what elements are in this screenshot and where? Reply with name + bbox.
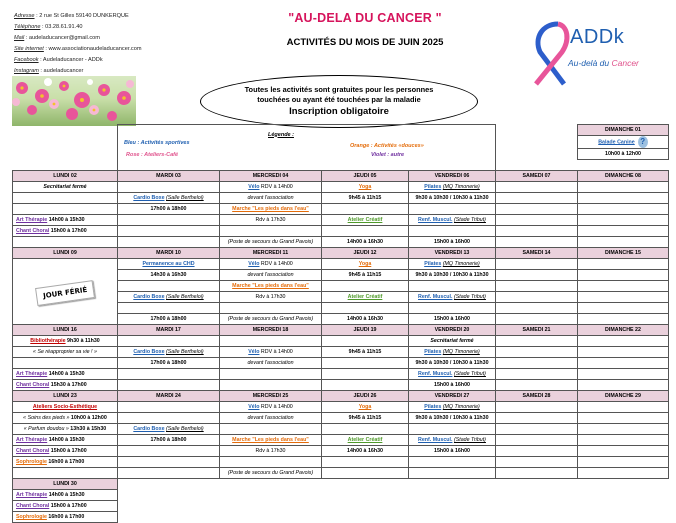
legend-box xyxy=(118,125,496,171)
activity: Art Thérapie 14h00 à 15h30 xyxy=(13,215,118,226)
day-header: SAMEDI 28 xyxy=(496,391,578,402)
activity-note: devant l'association xyxy=(220,270,322,281)
activity-time: 14h30 à 16h30 xyxy=(118,270,220,281)
activity-time: 17h00 à 18h00 xyxy=(118,204,220,215)
contact-mail: Mail : audeladucancer@gmail.com xyxy=(14,35,100,41)
activity: Sophrologie 16h00 à 17h00 xyxy=(13,512,118,523)
activity-note: devant l'association xyxy=(220,193,322,204)
activity: Renf. Muscul. (Stade Tribut) xyxy=(409,215,496,226)
activity: Art Thérapie 14h00 à 15h30 xyxy=(13,490,118,501)
activity-time: 9h30 à 10h30 / 10h30 à 11h30 xyxy=(409,413,496,424)
activity-note: « Se réapproprier sa vie ! » xyxy=(13,347,118,358)
activity: Art Thérapie 14h00 à 15h30 xyxy=(13,435,118,446)
activity: Pilates (MQ Timonerie) xyxy=(409,347,496,358)
activity: Renf. Muscul. (Stade Tribut) xyxy=(409,369,496,380)
day-header: JEUDI 19 xyxy=(322,325,409,336)
activity-time: 9h45 à 11h15 xyxy=(322,193,409,204)
contact-phone: Téléphone : 03.28.61.91.40 xyxy=(14,24,83,30)
activity: Renf. Muscul. (Stade Tribut) xyxy=(409,435,496,446)
legend-title: Légende : xyxy=(268,131,294,138)
activity-note: (Poste de secours du Grand Pavois) xyxy=(220,237,322,248)
day-header: MERCREDI 04 xyxy=(220,171,322,182)
day-header: JEUDI 05 xyxy=(322,171,409,182)
activity: Permanence au CHD xyxy=(118,259,220,270)
day-header: MARDI 24 xyxy=(118,391,220,402)
legend-rose: Rose : Ateliers-Café xyxy=(126,151,179,158)
addk-logo xyxy=(520,18,660,88)
contact-instagram: Instagram : audeladucancer xyxy=(14,68,84,74)
activity-time: 9h45 à 11h15 xyxy=(322,413,409,424)
secretariat-closed: Secrétariat fermé xyxy=(13,182,118,193)
activity-time: 17h00 à 18h00 xyxy=(118,435,220,446)
activity: Cardio Boxe (Salle Bertheloi) xyxy=(118,424,220,435)
day-header: SAMEDI 21 xyxy=(496,325,578,336)
day-header: DIMANCHE 15 xyxy=(578,248,669,259)
contact-block xyxy=(14,11,142,77)
activity: Pilates (MQ Timonerie) xyxy=(409,182,496,193)
notice-line-1: Toutes les activités sont gratuites pour les personnes xyxy=(244,85,434,94)
activity-note: (Poste de secours du Grand Pavois) xyxy=(220,314,322,325)
activity: Marche "Les pieds dans l'eau" xyxy=(220,281,322,292)
activity: Atelier Créatif xyxy=(322,435,409,446)
activity-note: « Soins des pieds » 10h00 à 12h00 xyxy=(13,413,118,424)
day-header: MERCREDI 18 xyxy=(220,325,322,336)
activity: Cardio Boxe (Salle Bertheloi) xyxy=(118,347,220,358)
activity: Ateliers Socio-Esthétique xyxy=(13,402,118,413)
activity: Pilates (MQ Timonerie) xyxy=(409,259,496,270)
activity: Chant Choral 15h00 à 17h00 xyxy=(13,226,118,237)
secretariat-closed: Secrétariat fermé xyxy=(409,336,496,347)
legend-violet: Violet : autre xyxy=(371,151,405,158)
legend-orange: Orange : Activités «douces» xyxy=(350,142,424,149)
legend-blue: Bleu : Activités sportives xyxy=(124,139,190,146)
activity: Cardio Boxe (Salle Bertheloi) xyxy=(118,193,220,204)
activity-note: « Parfum doudou » 13h30 à 15h30 xyxy=(13,424,118,435)
activity: Pilates (MQ Timonerie) xyxy=(409,402,496,413)
info-oval xyxy=(200,75,478,128)
activity: Marche "Les pieds dans l'eau" xyxy=(220,204,322,215)
day-header: JEUDI 26 xyxy=(322,391,409,402)
activity: Bibliothérapie 9h30 à 11h30 xyxy=(13,336,118,347)
activity: Yoga xyxy=(322,402,409,413)
day-header: LUNDI 23 xyxy=(13,391,118,402)
activity: Vélo RDV à 14h00 xyxy=(220,402,322,413)
activity-time: 15h00 à 16h00 xyxy=(409,446,496,457)
activity: Vélo RDV à 14h00 xyxy=(220,259,322,270)
contact-website: Site internet : www.associationaudeladucancer.com xyxy=(14,46,142,52)
activity-note: (Poste de secours du Grand Pavois) xyxy=(220,468,322,479)
day-header: DIMANCHE 01 xyxy=(578,125,669,136)
dog-icon: ? xyxy=(638,136,648,148)
month-title: ACTIVITÉS DU MOIS DE JUIN 2025 xyxy=(286,37,444,48)
activity: Chant Choral 15h00 à 17h00 xyxy=(13,446,118,457)
activity-time: 15h00 à 16h00 xyxy=(409,314,496,325)
activity: Atelier Créatif xyxy=(322,292,409,303)
activity: Vélo RDV à 14h00 xyxy=(220,347,322,358)
balade-canine: Balade Canine ? xyxy=(578,136,669,149)
activity: Marche "Les pieds dans l'eau" xyxy=(220,435,322,446)
logo-tagline: Au-delà du Cancer xyxy=(568,58,639,68)
balade-time: 10h00 à 12h00 xyxy=(578,149,669,160)
logo-name: ADDk xyxy=(570,26,625,48)
day-header: VENDREDI 06 xyxy=(409,171,496,182)
day-header: MARDI 10 xyxy=(118,248,220,259)
day-header: LUNDI 16 xyxy=(13,325,118,336)
day-header: VENDREDI 13 xyxy=(409,248,496,259)
activity-time: 9h30 à 10h30 / 10h30 à 11h30 xyxy=(409,270,496,281)
jour-ferie-sign: JOUR FÉRIÉ xyxy=(35,280,95,306)
contact-address: Adresse : 2 rue St Gilles 59140 DUNKERQUE xyxy=(14,13,129,19)
day-header: SAMEDI 14 xyxy=(496,248,578,259)
activity: Atelier Créatif xyxy=(322,215,409,226)
activity: Vélo RDV à 14h00 xyxy=(220,182,322,193)
activity-time: 9h30 à 10h30 / 10h30 à 11h30 xyxy=(409,193,496,204)
activity-time: 14h00 à 16h30 xyxy=(322,237,409,248)
activity: Art Thérapie 14h00 à 15h30 xyxy=(13,369,118,380)
notice-registration: Inscription obligatoire xyxy=(289,106,389,117)
day-header: DIMANCHE 29 xyxy=(578,391,669,402)
activity: Chant Choral 15h30 à 17h00 xyxy=(13,380,118,391)
activity: Cardio Boxe (Salle Bertheloi) xyxy=(118,292,220,303)
activity-note: devant l'association xyxy=(220,358,322,369)
association-title: "AU-DELA DU CANCER " xyxy=(288,11,442,25)
activity-time: 9h45 à 11h15 xyxy=(322,347,409,358)
day-header: VENDREDI 27 xyxy=(409,391,496,402)
activity: Chant Choral 15h00 à 17h00 xyxy=(13,501,118,512)
activity-note: devant l'association xyxy=(220,413,322,424)
day-header: DIMANCHE 08 xyxy=(578,171,669,182)
activity-time: 14h00 à 16h30 xyxy=(322,446,409,457)
day-header: LUNDI 09 xyxy=(13,248,118,259)
day-header: VENDREDI 20 xyxy=(409,325,496,336)
day-header: MERCREDI 25 xyxy=(220,391,322,402)
activity-note: Rdv à 17h30 xyxy=(220,446,322,457)
notice-line-2: touchées ou ayant été touchées par la maladie xyxy=(257,95,421,104)
jour-ferie-cell xyxy=(13,259,118,325)
activity-time: 17h00 à 18h00 xyxy=(118,358,220,369)
activity-time: 14h00 à 16h30 xyxy=(322,314,409,325)
activity: Sophrologie 16h00 à 17h00 xyxy=(13,457,118,468)
activity: Yoga xyxy=(322,182,409,193)
day-header: JEUDI 12 xyxy=(322,248,409,259)
activity: Yoga xyxy=(322,259,409,270)
activity-time: 15h00 à 16h00 xyxy=(409,237,496,248)
day-header: MERCREDI 11 xyxy=(220,248,322,259)
flowers-image xyxy=(12,76,136,126)
day-header: SAMEDI 07 xyxy=(496,171,578,182)
activity-note: Rdv à 17h30 xyxy=(220,215,322,226)
calendar-table xyxy=(12,124,669,523)
contact-facebook: Facebook : Audeladucancer - ADDk xyxy=(14,57,103,63)
activity-time: 17h00 à 18h00 xyxy=(118,314,220,325)
activity-note: Rdv à 17h30 xyxy=(220,292,322,303)
activity-time: 9h45 à 11h15 xyxy=(322,270,409,281)
activity: Renf. Muscul. (Stade Tribut) xyxy=(409,292,496,303)
activity-time: 15h00 à 16h00 xyxy=(409,380,496,391)
day-header: DIMANCHE 22 xyxy=(578,325,669,336)
day-header: LUNDI 02 xyxy=(13,171,118,182)
day-header: MARDI 17 xyxy=(118,325,220,336)
day-header: LUNDI 30 xyxy=(13,479,118,490)
activity-time: 9h30 à 10h30 / 10h30 à 11h30 xyxy=(409,358,496,369)
day-header: MARDI 03 xyxy=(118,171,220,182)
